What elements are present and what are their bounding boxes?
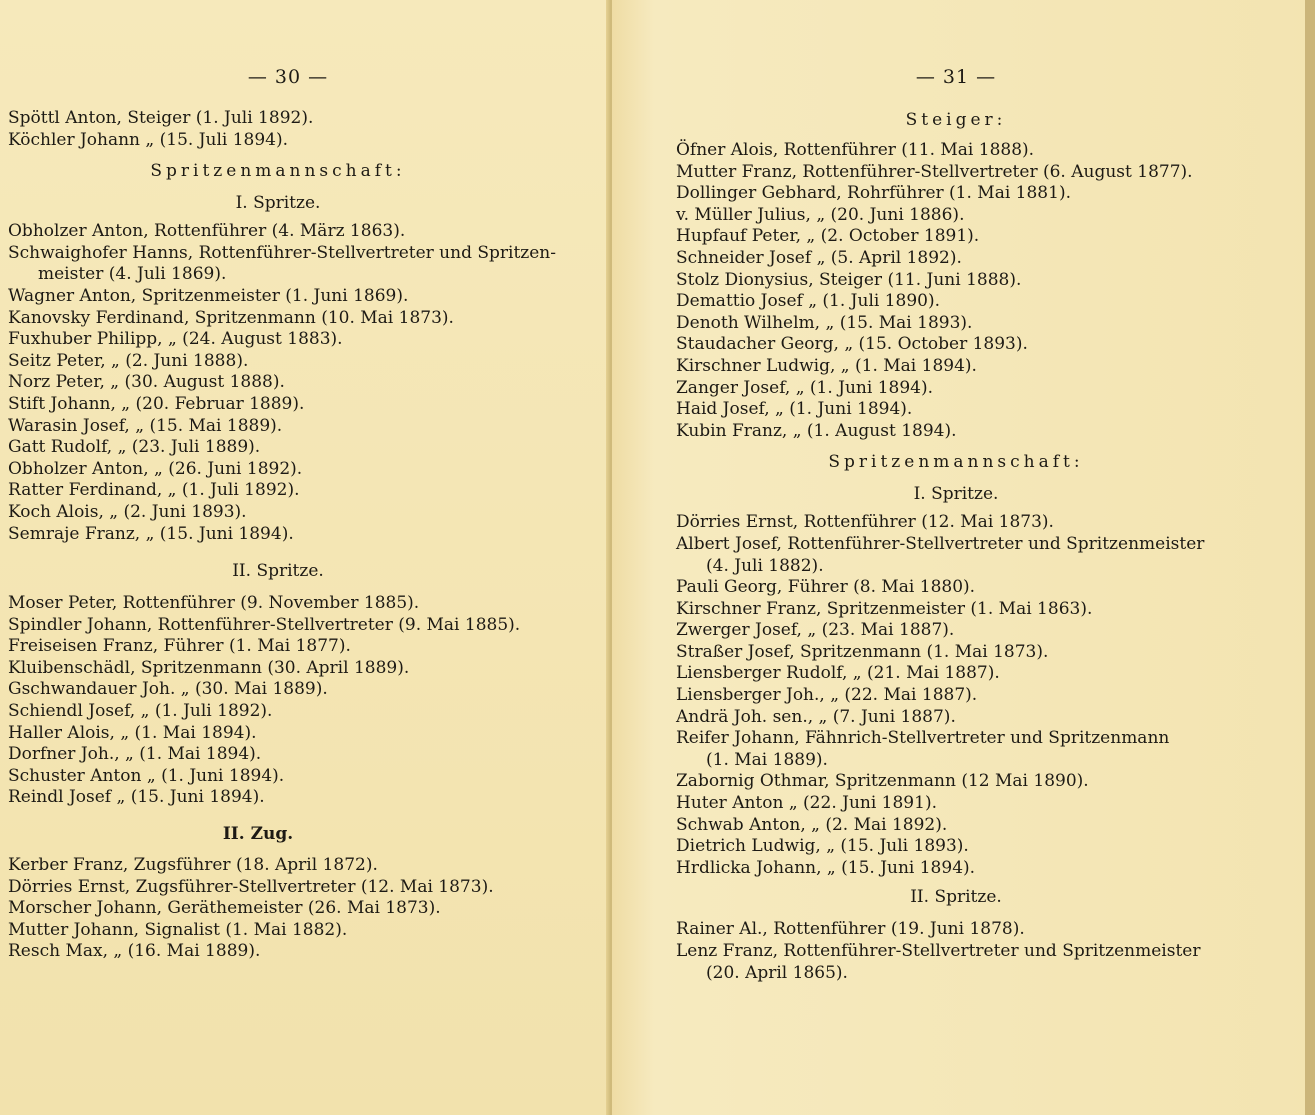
list-entry: Hupfauf Peter, „ (2. October 1891). xyxy=(676,226,980,247)
list-entry: Koch Alois, „ (2. Juni 1893). xyxy=(8,501,247,522)
list-entry: Spindler Johann, Rottenführer-Stellvertreter (9. Mai 1885). xyxy=(8,614,521,635)
subsection-heading: II. Spritze. xyxy=(910,887,1002,908)
list-entry: Öfner Alois, Rottenführer (11. Mai 1888). xyxy=(676,140,1035,160)
list-entry: Ratter Ferdinand, „ (1. Juli 1892). xyxy=(8,480,300,501)
left-page xyxy=(0,0,612,1115)
list-entry: Dietrich Ludwig, „ (15. Juli 1893). xyxy=(676,836,969,857)
list-entry: Stolz Dionysius, Steiger (11. Juni 1888). xyxy=(676,269,1022,290)
list-entry: Demattio Josef „ (1. Juli 1890). xyxy=(676,291,941,312)
list-entry: (4. Juli 1882). xyxy=(706,555,824,576)
list-entry: Kirschner Ludwig, „ (1. Mai 1894). xyxy=(676,355,977,376)
list-entry: Kirschner Franz, Spritzenmeister (1. Mai 1863). xyxy=(676,598,1093,619)
list-block xyxy=(8,221,612,545)
list-entry: Haid Josef, „ (1. Juni 1894). xyxy=(676,399,913,420)
list-entry: Albert Josef, Rottenführer-Stellvertreter und Spritzenmeister xyxy=(676,533,1205,554)
list-entry: Kluibenschädl, Spritzenmann (30. April 1889). xyxy=(8,657,410,678)
list-block xyxy=(8,593,612,809)
list-entry: Denoth Wilhelm, „ (15. Mai 1893). xyxy=(676,312,973,333)
list-block xyxy=(8,855,612,963)
list-entry: Norz Peter, „ (30. August 1888). xyxy=(8,372,285,393)
list-entry: Dorfner Joh., „ (1. Mai 1894). xyxy=(8,744,262,765)
list-entry: Wagner Anton, Spritzenmeister (1. Juni 1869). xyxy=(8,285,409,306)
list-entry: Kubin Franz, „ (1. August 1894). xyxy=(676,420,957,441)
list-entry: (20. April 1865). xyxy=(706,962,848,983)
list-entry: Liensberger Rudolf, „ (21. Mai 1887). xyxy=(676,663,1000,684)
list-entry: Morscher Johann, Geräthemeister (26. Mai 1873). xyxy=(8,898,441,919)
list-block xyxy=(676,140,1315,442)
page-number: — 30 — xyxy=(247,66,329,88)
list-entry: (1. Mai 1889). xyxy=(706,749,828,770)
list-entry: Obholzer Anton, Rottenführer (4. März 1863). xyxy=(8,221,406,242)
list-block xyxy=(676,512,1315,879)
list-entry: Straßer Josef, Spritzenmann (1. Mai 1873). xyxy=(676,641,1049,662)
list-entry: Dörries Ernst, Zugsführer-Stellvertreter (12. Mai 1873). xyxy=(8,876,494,897)
list-entry: Gatt Rudolf, „ (23. Juli 1889). xyxy=(8,437,261,458)
list-entry: Kerber Franz, Zugsführer (18. April 1872). xyxy=(8,855,378,876)
list-entry: Freiseisen Franz, Führer (1. Mai 1877). xyxy=(8,636,351,657)
list-entry: Zanger Josef, „ (1. Juni 1894). xyxy=(676,377,934,398)
list-entry: Semraje Franz, „ (15. Juni 1894). xyxy=(8,523,294,544)
list-entry: Schuster Anton „ (1. Juni 1894). xyxy=(8,765,285,786)
list-entry: Obholzer Anton, „ (26. Juni 1892). xyxy=(8,458,303,479)
list-entry: Mutter Franz, Rottenführer-Stellvertreter (6. August 1877). xyxy=(676,161,1193,182)
list-block xyxy=(8,108,612,151)
list-entry: Zabornig Othmar, Spritzenmann (12 Mai 1890). xyxy=(676,771,1089,792)
subsection-heading: II. Spritze. xyxy=(232,561,324,582)
list-entry: Liensberger Joh., „ (22. Mai 1887). xyxy=(676,685,978,706)
list-entry: Schwab Anton, „ (2. Mai 1892). xyxy=(676,814,948,835)
list-entry: Kanovsky Ferdinand, Spritzenmann (10. Mai 1873). xyxy=(8,307,454,328)
section-heading: Spritzenmannschaft: xyxy=(828,452,1084,473)
section-heading: Spritzenmannschaft: xyxy=(150,161,406,182)
list-entry: Reifer Johann, Fähnrich-Stellvertreter und Spritzenmann xyxy=(676,728,1170,749)
list-entry: Dörries Ernst, Rottenführer (12. Mai 1873). xyxy=(676,512,1054,533)
list-entry: Schiendl Josef, „ (1. Juli 1892). xyxy=(8,701,273,722)
list-entry: Fuxhuber Philipp, „ (24. August 1883). xyxy=(8,329,343,350)
subsection-heading: I. Spritze. xyxy=(913,484,999,505)
list-entry: Spöttl Anton, Steiger (1. Juli 1892). xyxy=(8,108,314,128)
section-heading: Steiger: xyxy=(905,110,1007,130)
list-entry: Lenz Franz, Rottenführer-Stellvertreter und Spritzenmeister xyxy=(676,941,1201,961)
list-entry: Stift Johann, „ (20. Februar 1889). xyxy=(8,393,305,414)
subsection-heading: I. Spritze. xyxy=(235,193,321,214)
list-entry: Moser Peter, Rottenführer (9. November 1885). xyxy=(8,593,420,614)
list-entry: Pauli Georg, Führer (8. Mai 1880). xyxy=(676,577,976,598)
list-entry: Warasin Josef, „ (15. Mai 1889). xyxy=(8,415,283,436)
list-entry: Rainer Al., Rottenführer (19. Juni 1878). xyxy=(676,919,1025,940)
list-entry: Reindl Josef „ (15. Juni 1894). xyxy=(8,787,265,808)
list-entry: Gschwandauer Joh. „ (30. Mai 1889). xyxy=(8,679,328,700)
list-entry: Seitz Peter, „ (2. Juni 1888). xyxy=(8,350,249,371)
list-entry: Mutter Johann, Signalist (1. Mai 1882). xyxy=(8,919,348,940)
page-number: — 31 — xyxy=(915,66,997,88)
list-entry: Schwaighofer Hanns, Rottenführer-Stellvertreter und Spritzen- xyxy=(8,242,556,263)
page-edge xyxy=(1305,0,1315,1115)
list-entry: Haller Alois, „ (1. Mai 1894). xyxy=(8,722,257,743)
list-entry: Andrä Joh. sen., „ (7. Juni 1887). xyxy=(676,706,956,727)
right-page xyxy=(612,0,1315,1115)
list-entry: Dollinger Gebhard, Rohrführer (1. Mai 1881). xyxy=(676,183,1071,204)
list-entry: Staudacher Georg, „ (15. October 1893). xyxy=(676,334,1028,355)
list-entry: Zwerger Josef, „ (23. Mai 1887). xyxy=(676,620,955,641)
list-entry: Köchler Johann „ (15. Juli 1894). xyxy=(8,129,289,150)
list-entry: meister (4. Juli 1869). xyxy=(38,264,227,285)
list-entry: Huter Anton „ (22. Juni 1891). xyxy=(676,793,937,814)
list-entry: Resch Max, „ (16. Mai 1889). xyxy=(8,941,261,962)
list-entry: v. Müller Julius, „ (20. Juni 1886). xyxy=(676,204,965,225)
list-block xyxy=(676,919,1315,984)
zug-heading: II. Zug. xyxy=(222,824,294,845)
list-entry: Schneider Josef „ (5. April 1892). xyxy=(676,247,962,268)
list-entry: Hrdlicka Johann, „ (15. Juni 1894). xyxy=(676,857,976,878)
